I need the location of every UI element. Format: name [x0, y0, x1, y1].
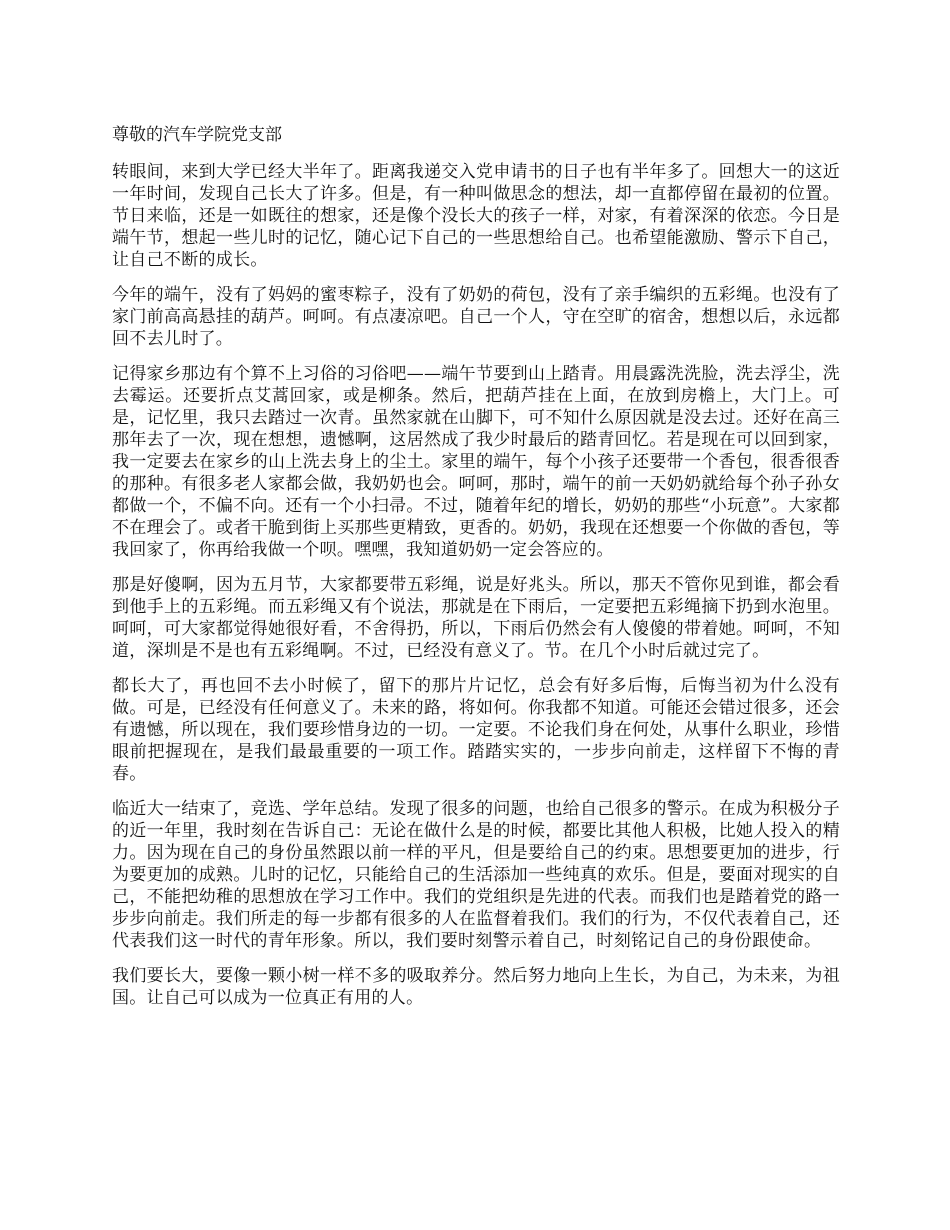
- salutation: 尊敬的汽车学院党支部: [112, 125, 282, 145]
- paragraph-1: 转眼间，来到大学已经大半年了。距离我递交入党申请书的日子也有半年多了。回想大一的这近一年时间，发现自己长大了许多。但是，有一种叫做思念的想法，却一直都停留在最初的位置。节日来临，还是一如既往的想家，还是像个没长大的孩子一样，对家，有着深深的依恋。今日是端午节，想起一些儿时的记忆，随心记下自己的一些思想给自己。也希望能激励、警示下自己，让自己不断的成长。: [112, 162, 840, 270]
- paragraph-7: 我们要长大，要像一颗小树一样不多的吸取养分。然后努力地向上生长，为自己，为未来，为祖国。让自己可以成为一位真正有用的人。: [112, 966, 840, 1008]
- paragraph-3: 记得家乡那边有个算不上习俗的习俗吧——端午节要到山上踏青。用晨露洗洗脸，洗去浮尘，洗去霉运。还要折点艾蒿回家，或是柳条。然后，把葫芦挂在上面，在放到房檐上，大门上。可是，记忆里，我只去踏过一次青。虽然家就在山脚下，可不知什么原因就是没去过。还好在高三那年去了一次，现在想想，遗憾啊，这居然成了我少时最后的踏青回忆。若是现在可以回到家，我一定要去在家乡的山上洗去身上的尘土。家里的端午，每个小孩子还要带一个香包，很香很香的那种。有很多老人家都会做，我奶奶也会。呵呵，那时，端午的前一天奶奶就给每个孙子孙女都做一个，不偏不向。还有一个小扫帚。不过，随着年纪的增长，奶奶的那些“小玩意”。大家都不在理会了。或者干脆到街上买那些更精致，更香的。奶奶，我现在还想要一个你做的香包，等我回家了，你再给我做一个呗。嘿嘿，我知道奶奶一定会答应的。: [112, 364, 840, 560]
- paragraph-6: 临近大一结束了，竞选、学年总结。发现了很多的问题，也给自己很多的警示。在成为积极分子的近一年里，我时刻在告诉自己：无论在做什么是的时候，都要比其他人积极，比她人投入的精力。因为现在自己的身份虽然跟以前一样的平凡，但是要给自己的约束。思想要更加的进步，行为要更加的成熟。儿时的记忆，只能给自己的生活添加一些纯真的欢乐。但是，要面对现实的自己，不能把幼稚的思想放在学习工作中。我们的党组织是先进的代表。而我们也是踏着党的路一步步向前走。我们所走的每一步都有很多的人在监督着我们。我们的行为，不仅代表着自己，还代表我们这一时代的青年形象。所以，我们要时刻警示着自己，时刻铭记自己的身份跟使命。: [112, 799, 840, 951]
- paragraph-2: 今年的端午，没有了妈妈的蜜枣粽子，没有了奶奶的荷包，没有了亲手编织的五彩绳。也没有了家门前高高悬挂的葫芦。呵呵。有点凄凉吧。自己一个人，守在空旷的宿舍，想想以后，永远都回不去儿时了。: [112, 285, 840, 349]
- paragraph-4: 那是好傻啊，因为五月节，大家都要带五彩绳，说是好兆头。所以，那天不管你见到谁，都会看到他手上的五彩绳。而五彩绳又有个说法，那就是在下雨后，一定要把五彩绳摘下扔到水泡里。呵呵，可大家都觉得她很好看，不舍得扔，所以，下雨后仍然会有人傻傻的带着她。呵呵，不知道，深圳是不是也有五彩绳啊。不过，已经没有意义了。节。在几个小时后就过完了。: [112, 575, 840, 661]
- document-page: [112, 123, 840, 1022]
- paragraph-5: 都长大了，再也回不去小时候了，留下的那片片记忆，总会有好多后悔，后悔当初为什么没有做。可是，已经没有任何意义了。未来的路，将如何。你我都不知道。可能还会错过很多，还会有遗憾，所以现在，我们要珍惜身边的一切。一定要。不论我们身在何处，从事什么职业，珍惜眼前把握现在，是我们最最重要的一项工作。踏踏实实的，一步步向前走，这样留下不悔的青春。: [112, 676, 840, 784]
